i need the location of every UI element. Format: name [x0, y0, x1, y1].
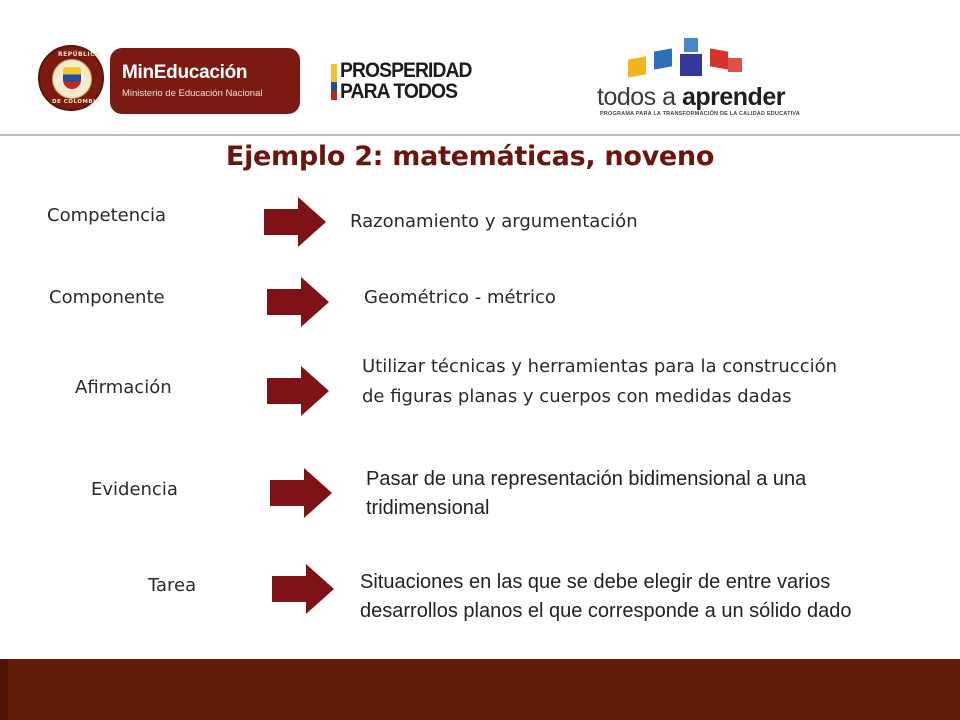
row-text-tarea: Situaciones en las que se debe elegir de entre varios desarrollos planos el que corresponde a un sólido dado	[360, 571, 852, 622]
todos-aprender-tagline: PROGRAMA PARA LA TRANSFORMACIÓN DE LA CALIDAD EDUCATIVA	[600, 111, 800, 117]
right-arrow-icon	[265, 365, 331, 417]
row-label-tarea: Tarea	[148, 575, 197, 596]
aprender-word: aprender	[681, 83, 785, 111]
todos-aprender-blocks-icon	[628, 38, 748, 84]
row-label-competencia: Competencia	[47, 205, 167, 226]
right-arrow-icon	[268, 467, 334, 519]
seal-bottom-text: DE COLOMBIA	[52, 99, 101, 105]
footer-band	[0, 659, 960, 720]
row-label-afirmacion: Afirmación	[75, 377, 172, 398]
coat-of-arms-icon	[52, 59, 92, 99]
right-arrow-icon	[270, 563, 336, 615]
right-arrow-icon	[265, 276, 331, 328]
colombia-flag-icon	[331, 64, 337, 100]
prosperidad-line2: PARA TODOS	[340, 80, 458, 103]
row-text-evidencia: Pasar de una representación bidimensional a una tridimensional	[366, 468, 807, 519]
prosperidad-line1: PROSPERIDAD	[340, 59, 472, 82]
row-text-competencia: Razonamiento y argumentación	[350, 211, 638, 232]
row-label-evidencia: Evidencia	[91, 479, 178, 500]
row-text-componente: Geométrico - métrico	[364, 287, 556, 308]
header-divider	[0, 134, 960, 136]
todos-aprender-logo-text	[597, 83, 785, 112]
slide-title: Ejemplo 2: matemáticas, noveno	[225, 141, 715, 172]
mineducacion-title: MinEducación	[122, 62, 248, 83]
row-text-afirmacion: Utilizar técnicas y herramientas para la construcción de figuras planas y cuerpos con medidas dadas	[362, 356, 838, 407]
row-label-componente: Componente	[49, 287, 165, 308]
mineducacion-logo	[110, 48, 300, 114]
prosperidad-logo	[340, 60, 472, 102]
seal-top-text: REPÚBLICA	[58, 51, 101, 58]
footer-edge	[0, 659, 8, 720]
mineducacion-subtitle: Ministerio de Educación Nacional	[122, 88, 263, 99]
colombia-seal-logo	[38, 45, 104, 111]
todos-word: todos a	[597, 83, 676, 111]
right-arrow-icon	[262, 196, 328, 248]
